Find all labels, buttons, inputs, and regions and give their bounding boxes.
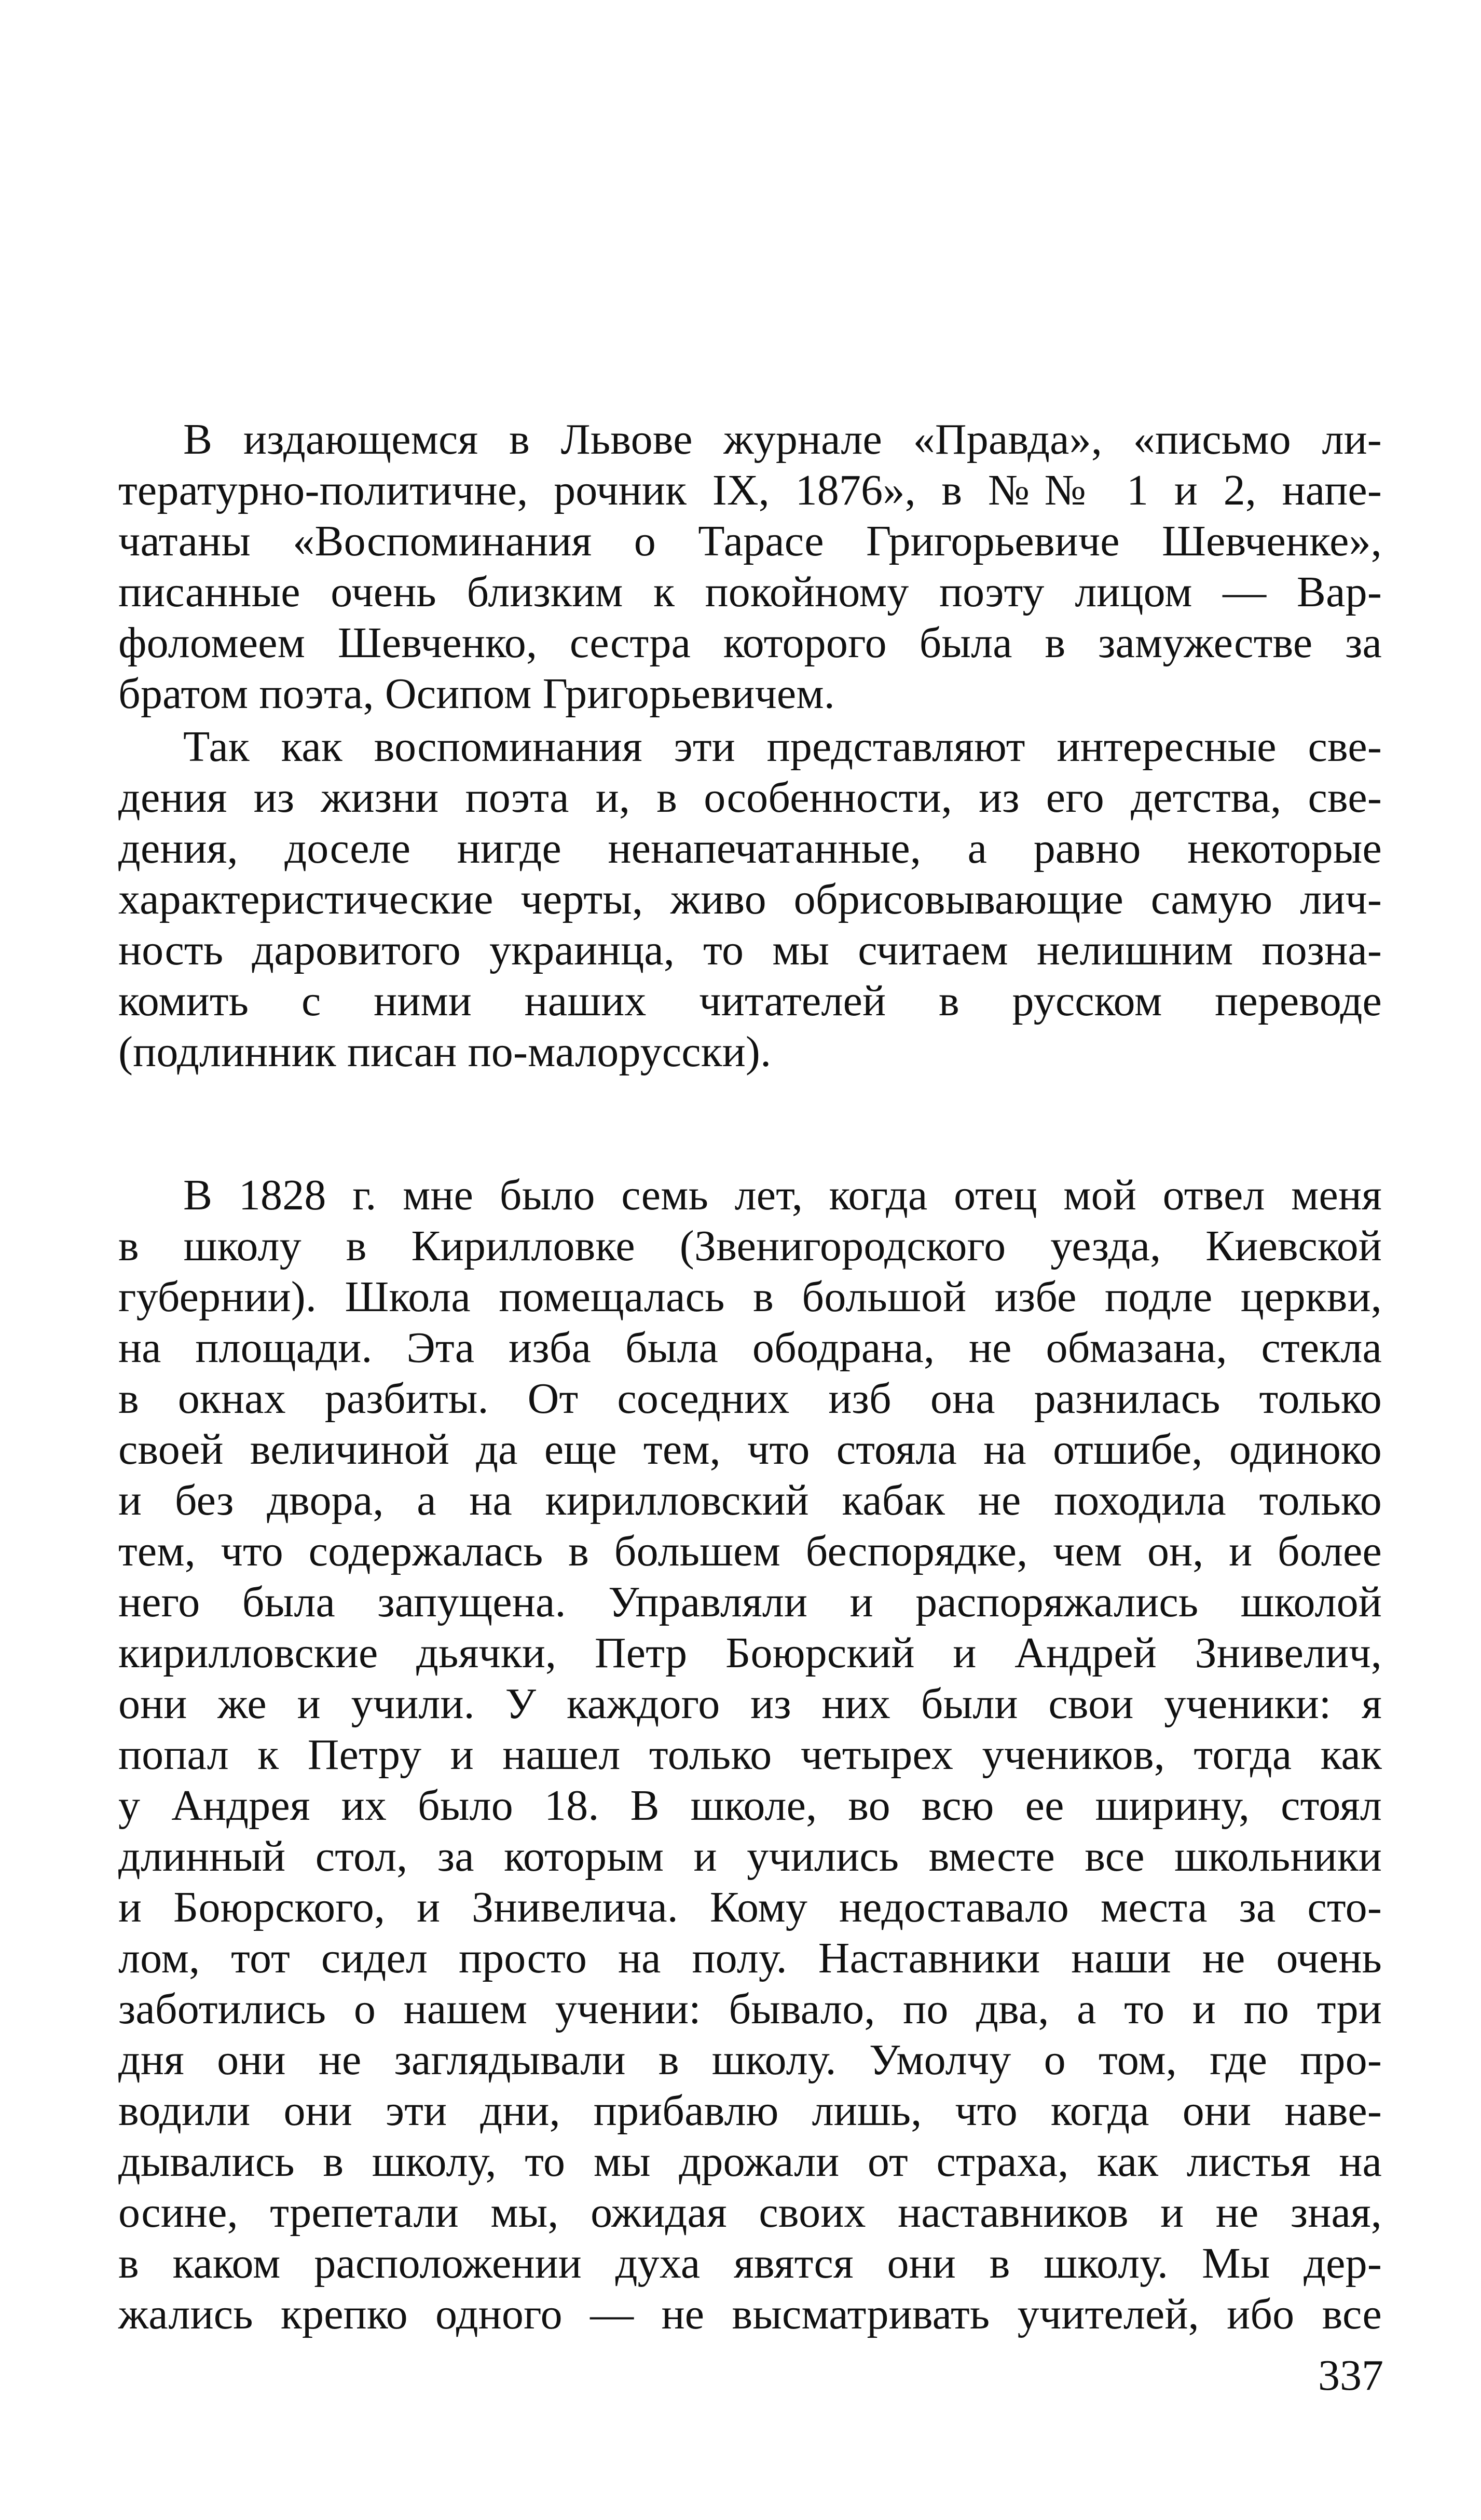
page-number: 337 bbox=[1318, 2351, 1383, 2400]
text-line: Так как воспоминания эти представляют интересные све- bbox=[183, 723, 1382, 771]
text-line: на площади. Эта изба была ободрана, не обмазана, стекла bbox=[118, 1324, 1382, 1372]
text-line: кирилловские дьячки, Петр Боюрский и Андрей Знивелич, bbox=[118, 1629, 1382, 1677]
text-line: и без двора, а на кирилловский кабак не походила только bbox=[118, 1476, 1382, 1524]
text-line: чатаны «Воспоминания о Тарасе Григорьевиче Шевченке», bbox=[118, 517, 1382, 565]
text-line: дения из жизни поэта и, в особенности, из его детства, све- bbox=[118, 773, 1382, 822]
text-line: водили они эти дни, прибавлю лишь, что когда они наве- bbox=[118, 2087, 1382, 2135]
text-line: комить с ними наших читателей в русском переводе bbox=[118, 977, 1382, 1025]
text-line: фоломеем Шевченко, сестра которого была в замужестве за bbox=[118, 619, 1382, 667]
text-line: дывались в школу, то мы дрожали от страха, как листья на bbox=[118, 2137, 1382, 2186]
text-line: в каком расположении духа явятся они в школу. Мы дер- bbox=[118, 2239, 1382, 2287]
intro-paragraph-2 bbox=[118, 721, 1382, 1078]
text-line: попал к Петру и нашел только четырех учеников, тогда как bbox=[118, 1731, 1382, 1779]
text-line: лом, тот сидел просто на полу. Наставники наши не очень bbox=[118, 1934, 1382, 1982]
text-line: тем, что содержалась в большем беспорядке, чем он, и более bbox=[118, 1527, 1382, 1575]
text-line: заботились о нашем учении: бывало, по два, а то и по три bbox=[118, 1985, 1382, 2033]
text-line: губернии). Школа помещалась в большой избе подле церкви, bbox=[118, 1273, 1382, 1321]
text-line: они же и учили. У каждого из них были свои ученики: я bbox=[118, 1680, 1382, 1728]
text-line: (подлинник писан по-малорусски). bbox=[118, 1028, 772, 1076]
text-line: братом поэта, Осипом Григорьевичем. bbox=[118, 670, 835, 718]
text-line: жались крепко одного — не высматривать учителей, ибо все bbox=[118, 2290, 1382, 2338]
text-line: осине, трепетали мы, ожидая своих наставников и не зная, bbox=[118, 2188, 1382, 2237]
text-line: в школу в Кирилловке (Звенигородского уезда, Киевской bbox=[118, 1222, 1382, 1270]
text-line: В издающемся в Львове журнале «Правда», «письмо ли- bbox=[183, 415, 1382, 464]
text-line: тературно-политичне, рочник IX, 1876», в №№ 1 и 2, напе- bbox=[118, 466, 1382, 514]
text-line: него была запущена. Управляли и распоряжались школой bbox=[118, 1578, 1382, 1626]
text-line: В 1828 г. мне было семь лет, когда отец мой отвел меня bbox=[183, 1171, 1382, 1219]
text-line: ность даровитого украинца, то мы считаем нелишним позна- bbox=[118, 926, 1382, 974]
text-line: длинный стол, за которым и учились вместе все школьники bbox=[118, 1832, 1382, 1881]
intro-paragraph-1 bbox=[118, 414, 1382, 719]
text-line: дня они не заглядывали в школу. Умолчу о том, где про- bbox=[118, 2036, 1382, 2084]
text-line: дения, доселе нигде ненапечатанные, а равно некоторые bbox=[118, 824, 1382, 873]
text-line: у Андрея их было 18. В школе, во всю ее ширину, стоял bbox=[118, 1781, 1382, 1830]
main-paragraph-1 bbox=[118, 1170, 1382, 2340]
text-line: писанные очень близким к покойному поэту лицом — Вар- bbox=[118, 568, 1382, 616]
text-line: характеристические черты, живо обрисовывающие самую лич- bbox=[118, 875, 1382, 923]
text-line: и Боюрского, и Знивелича. Кому недоставало места за сто- bbox=[118, 1883, 1382, 1931]
text-line: своей величиной да еще тем, что стояла на отшибе, одиноко bbox=[118, 1425, 1382, 1474]
text-line: в окнах разбиты. От соседних изб она разнилась только bbox=[118, 1374, 1382, 1423]
